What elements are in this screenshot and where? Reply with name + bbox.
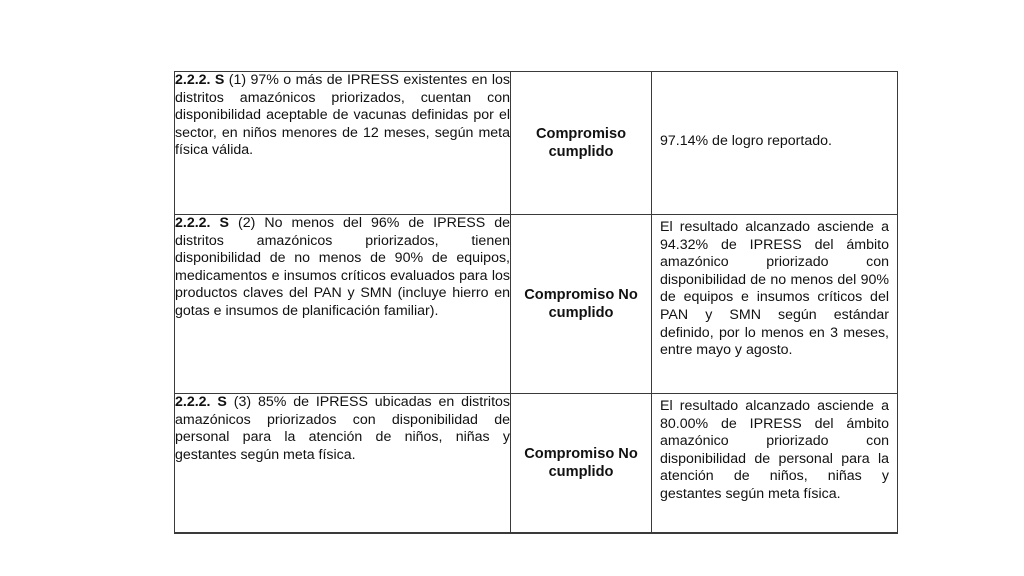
commitment-text: (3) 85% de IPRESS ubicadas en distritos amazónicos priorizados con disponibilidad de personal para la atención de niños, niñas y gestantes según meta física. xyxy=(175,394,510,463)
commitments-table xyxy=(174,71,898,534)
commitment-code: 2.2.2. S xyxy=(175,215,229,231)
commitment-status: Compromiso No cumplido xyxy=(511,394,652,534)
table-row xyxy=(175,72,898,215)
commitment-description xyxy=(175,72,511,215)
commitment-text: (2) No menos del 96% de IPRESS de distritos amazónicos priorizados, tienen disponibilidad de no menos de 90% de equipos, medicamentos e insumos críticos evaluados para los productos claves del PAN y SMN (incluye hierro en gotas e insumos de planificación familiar). xyxy=(175,215,510,319)
commitment-result: El resultado alcanzado asciende a 94.32% de IPRESS del ámbito amazónico priorizado con disponibilidad de no menos del 90% de equipos e insumos críticos del PAN y SMN según estándar definido, por lo menos en 3 meses, entre mayo y agosto. xyxy=(652,215,898,394)
commitment-status: Compromiso No cumplido xyxy=(511,215,652,394)
commitment-status: Compromiso cumplido xyxy=(511,72,652,215)
table-row xyxy=(175,394,898,534)
commitment-text: (1) 97% o más de IPRESS existentes en los distritos amazónicos priorizados, cuentan con disponibilidad aceptable de vacunas definidas por el sector, en niños menores de 12 meses, según meta física válida. xyxy=(175,72,510,159)
commitment-description xyxy=(175,394,511,534)
commitment-code: 2.2.2. S xyxy=(175,394,227,410)
table-row xyxy=(175,215,898,394)
commitment-result: 97.14% de logro reportado. xyxy=(652,72,898,215)
commitment-result: El resultado alcanzado asciende a 80.00% de IPRESS del ámbito amazónico priorizado con disponibilidad de personal para la atención de niños, niñas y gestantes según meta física. xyxy=(652,394,898,534)
commitment-code: 2.2.2. S xyxy=(175,72,225,88)
commitment-description xyxy=(175,215,511,394)
